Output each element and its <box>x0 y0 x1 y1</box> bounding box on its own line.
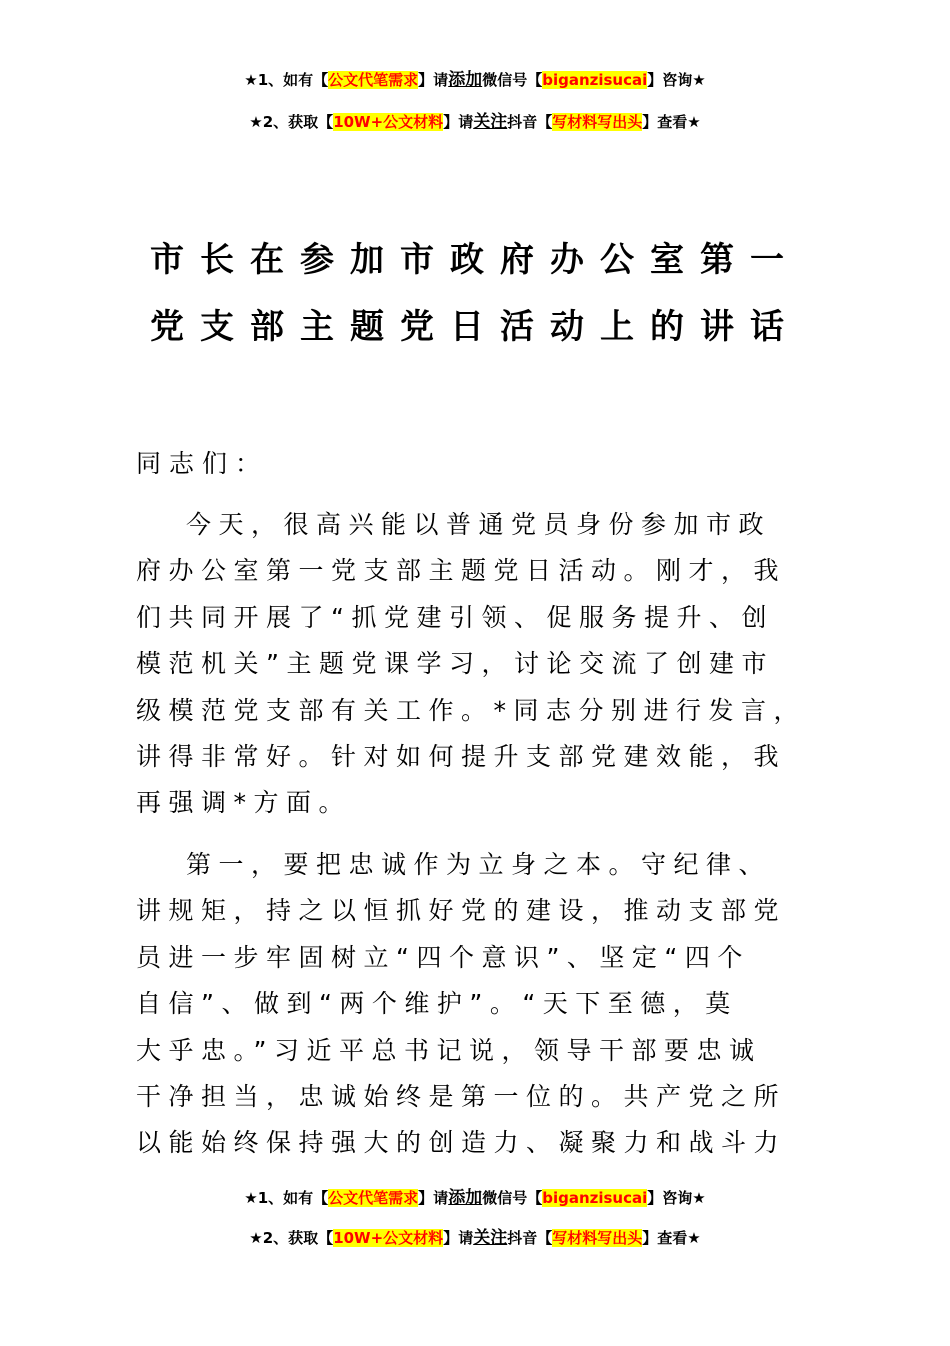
bottom-banner-line-2 <box>0 1228 950 1248</box>
document-title-line-2: 党支部主题党日活动上的讲话 <box>150 307 800 347</box>
banner-text: 】请 <box>443 1229 474 1247</box>
banner-highlight-wechat: biganzisucai <box>542 71 648 89</box>
banner-highlight: 10W+公文材料 <box>333 113 444 131</box>
paragraph-line: 以能始终保持强大的创造力、凝聚力和战斗力 <box>136 1128 787 1158</box>
paragraph-line: 府办公室第一党支部主题党日活动。刚才，我 <box>136 556 787 586</box>
banner-underlined: 添加 <box>448 70 483 90</box>
top-banner-line-2 <box>0 112 950 132</box>
banner-highlight-douyin: 写材料写出头 <box>552 1229 643 1247</box>
banner-text: 】请 <box>418 1189 449 1207</box>
paragraph-line: 干净担当，忠诚始终是第一位的。共产党之所 <box>136 1081 787 1111</box>
banner-text: 抖音【 <box>507 1229 553 1247</box>
banner-text: 微信号【 <box>482 71 543 89</box>
paragraph-line: 今天，很高兴能以普通党员身份参加市政 <box>186 510 772 539</box>
paragraph-2 <box>136 842 826 1167</box>
banner-underlined: 关注 <box>473 1228 508 1248</box>
banner-highlight: 公文代笔需求 <box>328 71 419 89</box>
paragraph-1 <box>136 502 826 827</box>
banner-text: ★2、获取【 <box>249 113 334 131</box>
banner-text: 抖音【 <box>507 113 553 131</box>
paragraph-line: 级模范党支部有关工作。*同志分别进行发言， <box>136 695 807 725</box>
banner-text: 】咨询★ <box>647 71 706 89</box>
paragraph-line: 讲规矩，持之以恒抓好党的建设，推动支部党 <box>136 896 787 926</box>
banner-underlined: 添加 <box>448 1188 483 1208</box>
bottom-banner-line-1 <box>0 1188 950 1208</box>
banner-highlight: 公文代笔需求 <box>328 1189 419 1207</box>
document-title-line-1: 市长在参加市政府办公室第一 <box>150 240 800 280</box>
paragraph-line: 第一，要把忠诚作为立身之本。守纪律、 <box>186 850 772 879</box>
paragraph-line: 员进一步牢固树立“四个意识”、坚定“四个 <box>136 942 750 972</box>
paragraph-line: 讲得非常好。针对如何提升支部党建效能，我 <box>136 741 787 771</box>
banner-text: 微信号【 <box>482 1189 543 1207</box>
banner-highlight-douyin: 写材料写出头 <box>552 113 643 131</box>
banner-text: ★2、获取【 <box>249 1229 334 1247</box>
paragraph-line: 们共同开展了“抓党建引领、促服务提升、创 <box>136 602 774 632</box>
paragraph-line: 自信”、做到“两个维护”。“天下至德，莫 <box>136 989 738 1019</box>
top-banner-line-1 <box>0 70 950 90</box>
banner-highlight-wechat: biganzisucai <box>542 1189 648 1207</box>
banner-text: 】请 <box>443 113 474 131</box>
paragraph-line: 模范机关”主题党课学习，讨论交流了创建市 <box>136 649 774 679</box>
banner-highlight: 10W+公文材料 <box>333 1229 444 1247</box>
banner-underlined: 关注 <box>473 112 508 132</box>
banner-text: 】查看★ <box>642 1229 701 1247</box>
banner-text: ★1、如有【 <box>244 71 329 89</box>
banner-text: 】请 <box>418 71 449 89</box>
paragraph-line: 大乎忠。”习近平总书记说，领导干部要忠诚 <box>136 1035 762 1065</box>
banner-text: 】咨询★ <box>647 1189 706 1207</box>
paragraph-line: 再强调*方面。 <box>136 788 352 818</box>
banner-text: 】查看★ <box>642 113 701 131</box>
greeting: 同志们： <box>136 449 269 478</box>
banner-text: ★1、如有【 <box>244 1189 329 1207</box>
